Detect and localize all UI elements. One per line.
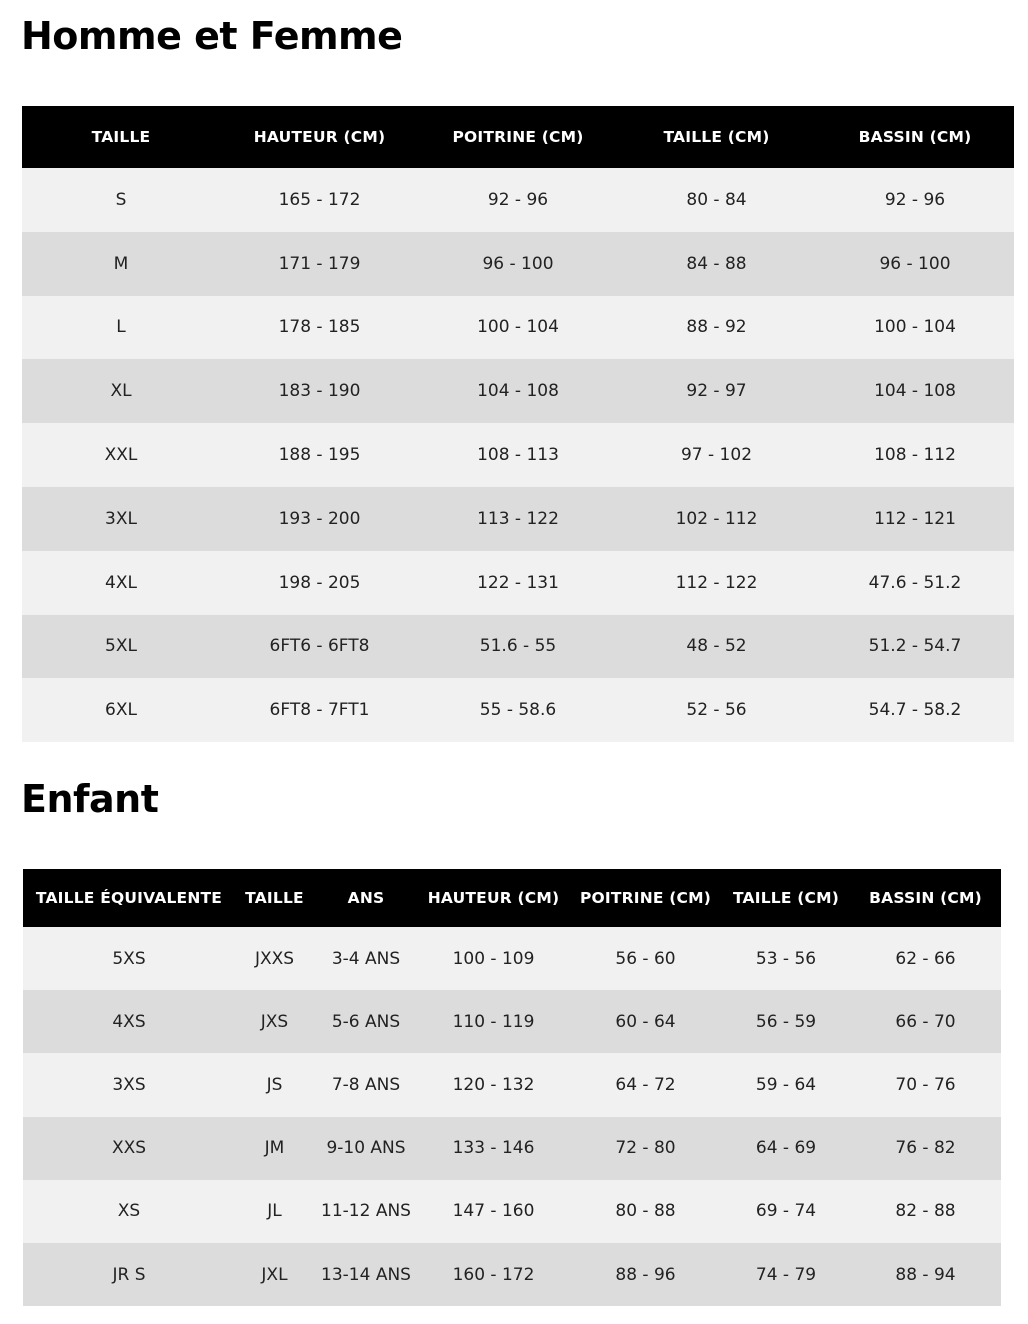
table-cell: JM: [235, 1117, 314, 1180]
header-cell: TAILLE (CM): [722, 869, 850, 927]
table-cell: 122 - 131: [419, 551, 617, 615]
header-cell: HAUTEUR (CM): [418, 869, 569, 927]
table-cell: 13-14 ANS: [314, 1243, 418, 1306]
table-cell: 11-12 ANS: [314, 1180, 418, 1243]
table-cell: 100 - 104: [816, 296, 1014, 360]
table-cell: 113 - 122: [419, 487, 617, 551]
header-cell: TAILLE (CM): [617, 106, 816, 168]
table-cell: JXXS: [235, 927, 314, 990]
table-row: [23, 1243, 1001, 1306]
table-header-row: [23, 869, 1001, 927]
table-row: [22, 615, 1014, 679]
table-cell: 56 - 59: [722, 990, 850, 1053]
table-cell: 96 - 100: [419, 232, 617, 296]
table-cell: 5XS: [23, 927, 235, 990]
table-cell: 72 - 80: [569, 1117, 722, 1180]
header-cell: TAILLE: [22, 106, 220, 168]
table-cell: 92 - 97: [617, 359, 816, 423]
table-cell: 80 - 88: [569, 1180, 722, 1243]
table-cell: JL: [235, 1180, 314, 1243]
table-cell: 62 - 66: [850, 927, 1001, 990]
table-cell: 51.2 - 54.7: [816, 615, 1014, 679]
table-cell: XL: [22, 359, 220, 423]
table-cell: 70 - 76: [850, 1053, 1001, 1116]
table-cell: S: [22, 168, 220, 232]
table-cell: 82 - 88: [850, 1180, 1001, 1243]
header-cell: POITRINE (CM): [569, 869, 722, 927]
table-cell: 5XL: [22, 615, 220, 679]
table-cell: 193 - 200: [220, 487, 419, 551]
header-cell: POITRINE (CM): [419, 106, 617, 168]
adult-size-table: [22, 106, 1014, 742]
table-row: [23, 1180, 1001, 1243]
table-cell: 3-4 ANS: [314, 927, 418, 990]
table-cell: 88 - 92: [617, 296, 816, 360]
table-cell: 3XS: [23, 1053, 235, 1116]
header-cell: ANS: [314, 869, 418, 927]
table-cell: 54.7 - 58.2: [816, 678, 1014, 742]
table-cell: 64 - 72: [569, 1053, 722, 1116]
table-cell: 6FT6 - 6FT8: [220, 615, 419, 679]
table-cell: 97 - 102: [617, 423, 816, 487]
table-cell: JXS: [235, 990, 314, 1053]
table-cell: 165 - 172: [220, 168, 419, 232]
table-cell: 88 - 96: [569, 1243, 722, 1306]
table-cell: 76 - 82: [850, 1117, 1001, 1180]
table-cell: 104 - 108: [816, 359, 1014, 423]
table-row: [23, 1117, 1001, 1180]
header-cell: BASSIN (CM): [816, 106, 1014, 168]
table-cell: 69 - 74: [722, 1180, 850, 1243]
table-cell: 147 - 160: [418, 1180, 569, 1243]
table-cell: 171 - 179: [220, 232, 419, 296]
table-cell: 100 - 109: [418, 927, 569, 990]
table-row: [23, 1053, 1001, 1116]
table-cell: 198 - 205: [220, 551, 419, 615]
table-cell: 5-6 ANS: [314, 990, 418, 1053]
table-cell: 55 - 58.6: [419, 678, 617, 742]
table-cell: 59 - 64: [722, 1053, 850, 1116]
table-cell: JR S: [23, 1243, 235, 1306]
table-cell: 92 - 96: [816, 168, 1014, 232]
table-cell: 64 - 69: [722, 1117, 850, 1180]
table-cell: 80 - 84: [617, 168, 816, 232]
table-cell: 52 - 56: [617, 678, 816, 742]
table-cell: 60 - 64: [569, 990, 722, 1053]
table-cell: 3XL: [22, 487, 220, 551]
table-cell: XXL: [22, 423, 220, 487]
table-cell: 4XL: [22, 551, 220, 615]
table-row: [22, 168, 1014, 232]
table-cell: 183 - 190: [220, 359, 419, 423]
table-row: [22, 359, 1014, 423]
table-cell: XS: [23, 1180, 235, 1243]
adult-size-title: Homme et Femme: [21, 14, 403, 58]
table-row: [22, 487, 1014, 551]
table-header-row: [22, 106, 1014, 168]
table-cell: L: [22, 296, 220, 360]
kids-size-title: Enfant: [21, 777, 159, 821]
table-cell: 104 - 108: [419, 359, 617, 423]
table-cell: 56 - 60: [569, 927, 722, 990]
table-cell: 47.6 - 51.2: [816, 551, 1014, 615]
table-cell: JS: [235, 1053, 314, 1116]
table-cell: 178 - 185: [220, 296, 419, 360]
table-cell: 4XS: [23, 990, 235, 1053]
header-cell: TAILLE ÉQUIVALENTE: [23, 869, 235, 927]
table-cell: 7-8 ANS: [314, 1053, 418, 1116]
table-row: [22, 423, 1014, 487]
table-cell: 66 - 70: [850, 990, 1001, 1053]
header-cell: HAUTEUR (CM): [220, 106, 419, 168]
table-cell: 53 - 56: [722, 927, 850, 990]
table-row: [23, 990, 1001, 1053]
table-cell: 188 - 195: [220, 423, 419, 487]
table-row: [22, 678, 1014, 742]
table-cell: 108 - 113: [419, 423, 617, 487]
table-cell: 6XL: [22, 678, 220, 742]
table-cell: 96 - 100: [816, 232, 1014, 296]
table-cell: 133 - 146: [418, 1117, 569, 1180]
table-row: [22, 551, 1014, 615]
table-cell: 88 - 94: [850, 1243, 1001, 1306]
table-cell: XXS: [23, 1117, 235, 1180]
table-cell: 102 - 112: [617, 487, 816, 551]
table-cell: 120 - 132: [418, 1053, 569, 1116]
table-cell: 110 - 119: [418, 990, 569, 1053]
kids-size-table: [23, 869, 1001, 1306]
table-cell: 9-10 ANS: [314, 1117, 418, 1180]
table-cell: 6FT8 - 7FT1: [220, 678, 419, 742]
table-cell: 112 - 122: [617, 551, 816, 615]
table-cell: 92 - 96: [419, 168, 617, 232]
header-cell: TAILLE: [235, 869, 314, 927]
table-row: [23, 927, 1001, 990]
table-row: [22, 232, 1014, 296]
table-cell: JXL: [235, 1243, 314, 1306]
table-cell: 112 - 121: [816, 487, 1014, 551]
table-cell: 74 - 79: [722, 1243, 850, 1306]
table-cell: M: [22, 232, 220, 296]
table-cell: 160 - 172: [418, 1243, 569, 1306]
header-cell: BASSIN (CM): [850, 869, 1001, 927]
table-cell: 100 - 104: [419, 296, 617, 360]
table-cell: 48 - 52: [617, 615, 816, 679]
table-cell: 51.6 - 55: [419, 615, 617, 679]
table-cell: 108 - 112: [816, 423, 1014, 487]
table-cell: 84 - 88: [617, 232, 816, 296]
table-row: [22, 296, 1014, 360]
